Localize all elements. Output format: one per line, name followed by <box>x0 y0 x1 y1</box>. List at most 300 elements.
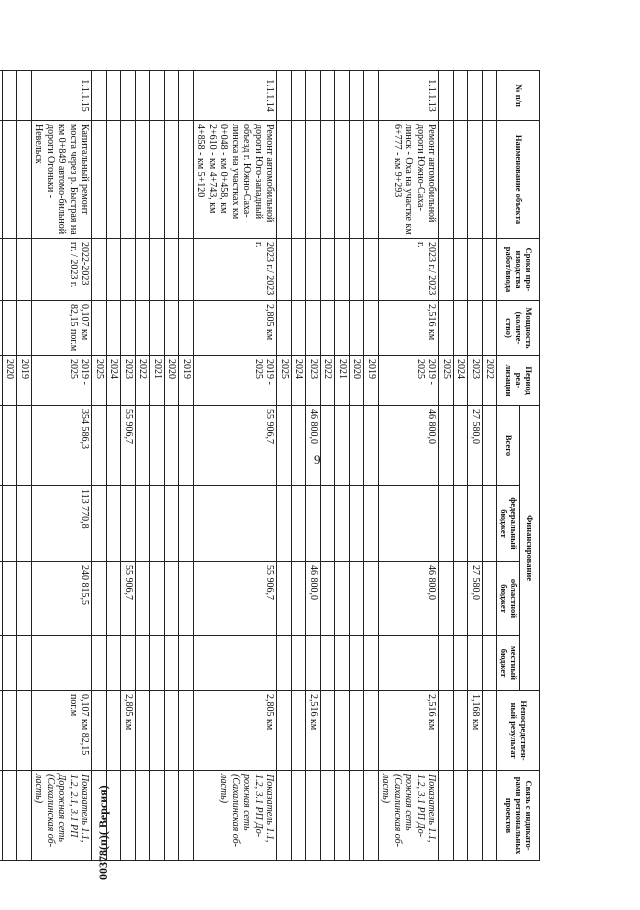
cell-result: 2,805 км <box>121 691 136 771</box>
cell-num <box>179 71 194 121</box>
cell-num <box>2 71 17 121</box>
cell-period: 2021 <box>335 356 350 406</box>
cell-federal <box>0 486 2 562</box>
cell-total <box>291 406 306 486</box>
cell-federal <box>320 486 335 562</box>
header-federal: федеральный бюджет <box>497 486 520 562</box>
cell-result: 2,516 км <box>378 691 439 771</box>
cell-link <box>291 771 306 861</box>
cell-result: 1,168 км <box>468 691 483 771</box>
cell-local <box>193 636 277 691</box>
cell-terms <box>179 239 194 301</box>
table-row <box>92 71 107 861</box>
cell-federal <box>468 486 483 562</box>
cell-num <box>335 71 350 121</box>
cell-num <box>106 71 121 121</box>
page-number: 9 <box>314 452 321 467</box>
header-capacity: Мощность (количе-ство) <box>497 301 540 356</box>
cell-terms <box>164 239 179 301</box>
cell-name: Ремонт автомобильной дороги Южно-Саха-линск - Оха на участке км 6+777 - км 9+293 <box>378 121 439 239</box>
cell-period: 2023 <box>121 356 136 406</box>
cell-local <box>453 636 468 691</box>
table-row <box>291 71 306 861</box>
cell-link <box>2 771 17 861</box>
financing-table <box>0 70 540 861</box>
cell-total <box>0 406 2 486</box>
cell-name <box>364 121 379 239</box>
table-row <box>453 71 468 861</box>
cell-num <box>150 71 165 121</box>
cell-name: Капитальный ремонт моста через р. Быстрая на км 0+849 автомо-бильной дороги Огоньки - Невельск <box>31 121 92 239</box>
header-regional: областной бюджет <box>497 562 520 636</box>
cell-period: 2019 <box>179 356 194 406</box>
table-body <box>0 71 497 861</box>
cell-name <box>121 121 136 239</box>
cell-name <box>291 121 306 239</box>
cell-result <box>482 691 497 771</box>
cell-period: 2025 <box>92 356 107 406</box>
cell-name <box>482 121 497 239</box>
cell-result <box>92 691 107 771</box>
cell-link <box>150 771 165 861</box>
cell-terms <box>0 239 2 301</box>
cell-total: 354 586,3 <box>31 406 92 486</box>
header-local: местный бюджет <box>497 636 520 691</box>
cell-result <box>277 691 292 771</box>
cell-capacity <box>135 301 150 356</box>
cell-total <box>179 406 194 486</box>
cell-terms <box>135 239 150 301</box>
cell-capacity <box>335 301 350 356</box>
cell-federal <box>2 486 17 562</box>
cell-regional <box>364 562 379 636</box>
cell-terms <box>439 239 454 301</box>
cell-result <box>164 691 179 771</box>
cell-name <box>320 121 335 239</box>
cell-capacity <box>2 301 17 356</box>
cell-result <box>0 691 2 771</box>
table-row <box>364 71 379 861</box>
cell-federal <box>17 486 32 562</box>
cell-total <box>364 406 379 486</box>
header-link: Связь с индикато-рами региональных проектов <box>497 771 540 861</box>
cell-name <box>306 121 321 239</box>
cell-link <box>164 771 179 861</box>
cell-capacity <box>291 301 306 356</box>
cell-link: Показатель 1.1, 1.2, 2.1, 3.1 РП Дорожная сеть (Сахалинская об-ласть) <box>31 771 92 861</box>
cell-total <box>150 406 165 486</box>
cell-capacity <box>179 301 194 356</box>
cell-regional <box>482 562 497 636</box>
cell-federal <box>193 486 277 562</box>
table-row <box>31 71 92 861</box>
cell-link <box>0 771 2 861</box>
cell-result: 0,107 км 82,15 пог.м <box>31 691 92 771</box>
cell-link <box>320 771 335 861</box>
cell-regional <box>179 562 194 636</box>
cell-total <box>335 406 350 486</box>
table-row <box>320 71 335 861</box>
cell-link: Показатель 1.1, 1.2, 3.1 РП До-рожная сеть (Сахалинская об-ласть) <box>193 771 277 861</box>
table-row <box>335 71 350 861</box>
cell-num <box>17 71 32 121</box>
table-row <box>135 71 150 861</box>
header-result: Непосредствен-ный результат <box>497 691 540 771</box>
cell-link <box>92 771 107 861</box>
cell-name <box>453 121 468 239</box>
table-row <box>378 71 439 861</box>
cell-federal <box>92 486 107 562</box>
cell-result: 2,805 км <box>193 691 277 771</box>
cell-num <box>306 71 321 121</box>
cell-num: 1.1.1.14 <box>193 71 277 121</box>
cell-total <box>439 406 454 486</box>
cell-terms <box>453 239 468 301</box>
cell-num <box>364 71 379 121</box>
cell-federal <box>453 486 468 562</box>
cell-num <box>0 71 2 121</box>
cell-period: 2024 <box>291 356 306 406</box>
cell-period: 2020 <box>349 356 364 406</box>
cell-federal <box>164 486 179 562</box>
cell-result <box>349 691 364 771</box>
cell-total <box>164 406 179 486</box>
cell-terms <box>291 239 306 301</box>
cell-federal <box>291 486 306 562</box>
table-row <box>0 71 2 861</box>
cell-name <box>277 121 292 239</box>
cell-num <box>439 71 454 121</box>
cell-total <box>2 406 17 486</box>
cell-period: 2024 <box>106 356 121 406</box>
cell-result <box>179 691 194 771</box>
cell-result <box>335 691 350 771</box>
cell-terms <box>335 239 350 301</box>
cell-federal <box>135 486 150 562</box>
cell-name <box>179 121 194 239</box>
cell-capacity <box>150 301 165 356</box>
table-row <box>2 71 17 861</box>
cell-num <box>92 71 107 121</box>
cell-regional <box>135 562 150 636</box>
table-row <box>150 71 165 861</box>
cell-regional <box>2 562 17 636</box>
cell-local <box>31 636 92 691</box>
cell-terms <box>150 239 165 301</box>
cell-capacity <box>439 301 454 356</box>
cell-name <box>150 121 165 239</box>
table-row <box>193 71 277 861</box>
cell-link <box>482 771 497 861</box>
cell-name <box>135 121 150 239</box>
cell-name <box>468 121 483 239</box>
cell-name <box>106 121 121 239</box>
cell-result <box>135 691 150 771</box>
header-terms: Сроки про-изводства работ/ввода <box>497 239 540 301</box>
cell-federal <box>349 486 364 562</box>
cell-federal <box>364 486 379 562</box>
cell-result <box>291 691 306 771</box>
cell-regional <box>439 562 454 636</box>
cell-regional: 55 906,7 <box>121 562 136 636</box>
cell-terms <box>482 239 497 301</box>
cell-capacity <box>17 301 32 356</box>
cell-link <box>17 771 32 861</box>
cell-local <box>2 636 17 691</box>
cell-period: 2019 - 2025 <box>193 356 277 406</box>
cell-total <box>106 406 121 486</box>
cell-period: 2021 <box>150 356 165 406</box>
cell-capacity: 0,107 км 82,15 пог.м <box>31 301 92 356</box>
cell-total: 46 800,0 <box>306 406 321 486</box>
cell-regional: 55 906,7 <box>193 562 277 636</box>
cell-capacity <box>468 301 483 356</box>
cell-regional <box>0 562 2 636</box>
cell-name <box>0 121 2 239</box>
cell-regional <box>106 562 121 636</box>
cell-local <box>135 636 150 691</box>
cell-regional: 27 580,0 <box>468 562 483 636</box>
cell-local <box>17 636 32 691</box>
cell-period: 2024 <box>453 356 468 406</box>
cell-num <box>121 71 136 121</box>
cell-local <box>291 636 306 691</box>
cell-terms <box>2 239 17 301</box>
cell-link <box>179 771 194 861</box>
cell-local <box>106 636 121 691</box>
table-row <box>121 71 136 861</box>
cell-federal: 113 770,8 <box>31 486 92 562</box>
cell-local <box>439 636 454 691</box>
cell-federal <box>121 486 136 562</box>
cell-federal <box>378 486 439 562</box>
cell-regional <box>291 562 306 636</box>
cell-result <box>320 691 335 771</box>
cell-regional <box>277 562 292 636</box>
cell-name <box>2 121 17 239</box>
cell-total <box>277 406 292 486</box>
cell-num: 1.1.1.13 <box>378 71 439 121</box>
cell-total: 55 906,7 <box>193 406 277 486</box>
cell-num: 1.1.1.15 <box>31 71 92 121</box>
cell-local <box>179 636 194 691</box>
cell-total <box>17 406 32 486</box>
cell-capacity: 2,805 км <box>193 301 277 356</box>
cell-period: 2019 - 2025 <box>31 356 92 406</box>
cell-local <box>277 636 292 691</box>
cell-federal <box>335 486 350 562</box>
cell-total <box>482 406 497 486</box>
cell-name <box>17 121 32 239</box>
cell-period: 2023 <box>468 356 483 406</box>
cell-period: 2025 <box>277 356 292 406</box>
cell-num <box>468 71 483 121</box>
cell-regional: 46 800,0 <box>306 562 321 636</box>
cell-link <box>453 771 468 861</box>
header-name: Наименование объекта <box>497 121 540 239</box>
cell-federal <box>106 486 121 562</box>
cell-regional: 240 815,5 <box>31 562 92 636</box>
cell-num <box>453 71 468 121</box>
cell-federal <box>482 486 497 562</box>
table-row <box>349 71 364 861</box>
cell-federal <box>306 486 321 562</box>
cell-capacity <box>306 301 321 356</box>
cell-link <box>121 771 136 861</box>
cell-local <box>320 636 335 691</box>
cell-terms <box>320 239 335 301</box>
table-row <box>106 71 121 861</box>
cell-total <box>92 406 107 486</box>
cell-num <box>277 71 292 121</box>
cell-terms: 2023 г./ 2023 г. <box>193 239 277 301</box>
cell-link <box>335 771 350 861</box>
cell-federal <box>150 486 165 562</box>
cell-regional <box>320 562 335 636</box>
cell-terms <box>277 239 292 301</box>
cell-name: Ремонт автомобильной дороги Юго-западный объезд г. Южно-Саха-линска на участках км 0+048 - км 0+458, км 2+610 - км 4+743, км 4+858 - км 5+120 <box>193 121 277 239</box>
cell-local <box>150 636 165 691</box>
cell-terms <box>468 239 483 301</box>
cell-federal <box>179 486 194 562</box>
cell-total: 55 906,7 <box>121 406 136 486</box>
cell-capacity <box>364 301 379 356</box>
cell-local <box>482 636 497 691</box>
cell-terms <box>121 239 136 301</box>
table-row <box>482 71 497 861</box>
cell-result <box>2 691 17 771</box>
cell-terms <box>92 239 107 301</box>
cell-terms <box>349 239 364 301</box>
cell-total <box>320 406 335 486</box>
cell-period: 2020 <box>164 356 179 406</box>
cell-link <box>468 771 483 861</box>
cell-terms: 2023 г./ 2023 г. <box>378 239 439 301</box>
cell-capacity <box>121 301 136 356</box>
cell-link <box>277 771 292 861</box>
header-num: № п/п <box>497 71 540 121</box>
cell-result <box>453 691 468 771</box>
cell-result <box>364 691 379 771</box>
cell-federal <box>439 486 454 562</box>
header-period: Период реа-лизации <box>497 356 540 406</box>
cell-federal <box>277 486 292 562</box>
cell-link <box>306 771 321 861</box>
cell-period: 2022 <box>135 356 150 406</box>
cell-num <box>291 71 306 121</box>
cell-num <box>164 71 179 121</box>
cell-regional <box>453 562 468 636</box>
cell-link <box>439 771 454 861</box>
cell-local <box>306 636 321 691</box>
table-row <box>468 71 483 861</box>
cell-local <box>164 636 179 691</box>
cell-total <box>349 406 364 486</box>
cell-name <box>439 121 454 239</box>
cell-local <box>0 636 2 691</box>
cell-regional <box>349 562 364 636</box>
cell-period: 2025 <box>439 356 454 406</box>
cell-num <box>349 71 364 121</box>
cell-local <box>335 636 350 691</box>
cell-terms: 2022-2023 гг. / 2023 г. <box>31 239 92 301</box>
cell-period: 2019 <box>17 356 32 406</box>
cell-regional <box>17 562 32 636</box>
table-header <box>497 71 540 861</box>
cell-total: 46 800,0 <box>378 406 439 486</box>
cell-terms <box>364 239 379 301</box>
cell-num <box>320 71 335 121</box>
table-row <box>179 71 194 861</box>
cell-local <box>92 636 107 691</box>
cell-terms <box>17 239 32 301</box>
cell-total: 27 580,0 <box>468 406 483 486</box>
cell-local <box>349 636 364 691</box>
cell-regional <box>164 562 179 636</box>
cell-total <box>135 406 150 486</box>
cell-local <box>378 636 439 691</box>
cell-period: 2023 <box>306 356 321 406</box>
cell-result: 2,516 км <box>306 691 321 771</box>
table-row <box>164 71 179 861</box>
cell-link <box>349 771 364 861</box>
cell-period <box>0 356 2 406</box>
cell-result <box>150 691 165 771</box>
cell-capacity <box>277 301 292 356</box>
cell-capacity <box>482 301 497 356</box>
cell-local <box>364 636 379 691</box>
cell-period: 2019 <box>364 356 379 406</box>
cell-regional: 46 800,0 <box>378 562 439 636</box>
cell-local <box>468 636 483 691</box>
cell-link: Показатель 1.1, 1.2, 3.1 РП До-рожная сеть (Сахалинская об-ласть) <box>378 771 439 861</box>
table-row <box>306 71 321 861</box>
cell-capacity <box>453 301 468 356</box>
cell-link <box>135 771 150 861</box>
cell-period: 2019 - 2025 <box>378 356 439 406</box>
document-footer: 00378(п)( Версия) <box>96 785 110 880</box>
cell-capacity <box>106 301 121 356</box>
cell-capacity <box>349 301 364 356</box>
cell-result <box>106 691 121 771</box>
cell-regional <box>150 562 165 636</box>
cell-terms <box>106 239 121 301</box>
cell-terms <box>306 239 321 301</box>
cell-capacity <box>320 301 335 356</box>
cell-period: 2022 <box>320 356 335 406</box>
cell-name <box>349 121 364 239</box>
cell-num <box>482 71 497 121</box>
cell-capacity: 2,516 км <box>378 301 439 356</box>
cell-capacity <box>92 301 107 356</box>
cell-capacity <box>0 301 2 356</box>
cell-regional <box>92 562 107 636</box>
header-total: Всего <box>497 406 520 486</box>
cell-regional <box>335 562 350 636</box>
cell-period: 2020 <box>2 356 17 406</box>
cell-link <box>364 771 379 861</box>
table-row <box>17 71 32 861</box>
cell-local <box>121 636 136 691</box>
cell-num <box>135 71 150 121</box>
table-row <box>439 71 454 861</box>
cell-name <box>335 121 350 239</box>
table-stage <box>4 70 540 860</box>
cell-capacity <box>164 301 179 356</box>
cell-total <box>453 406 468 486</box>
cell-period: 2022 <box>482 356 497 406</box>
header-financing: Финансирование <box>520 406 540 691</box>
